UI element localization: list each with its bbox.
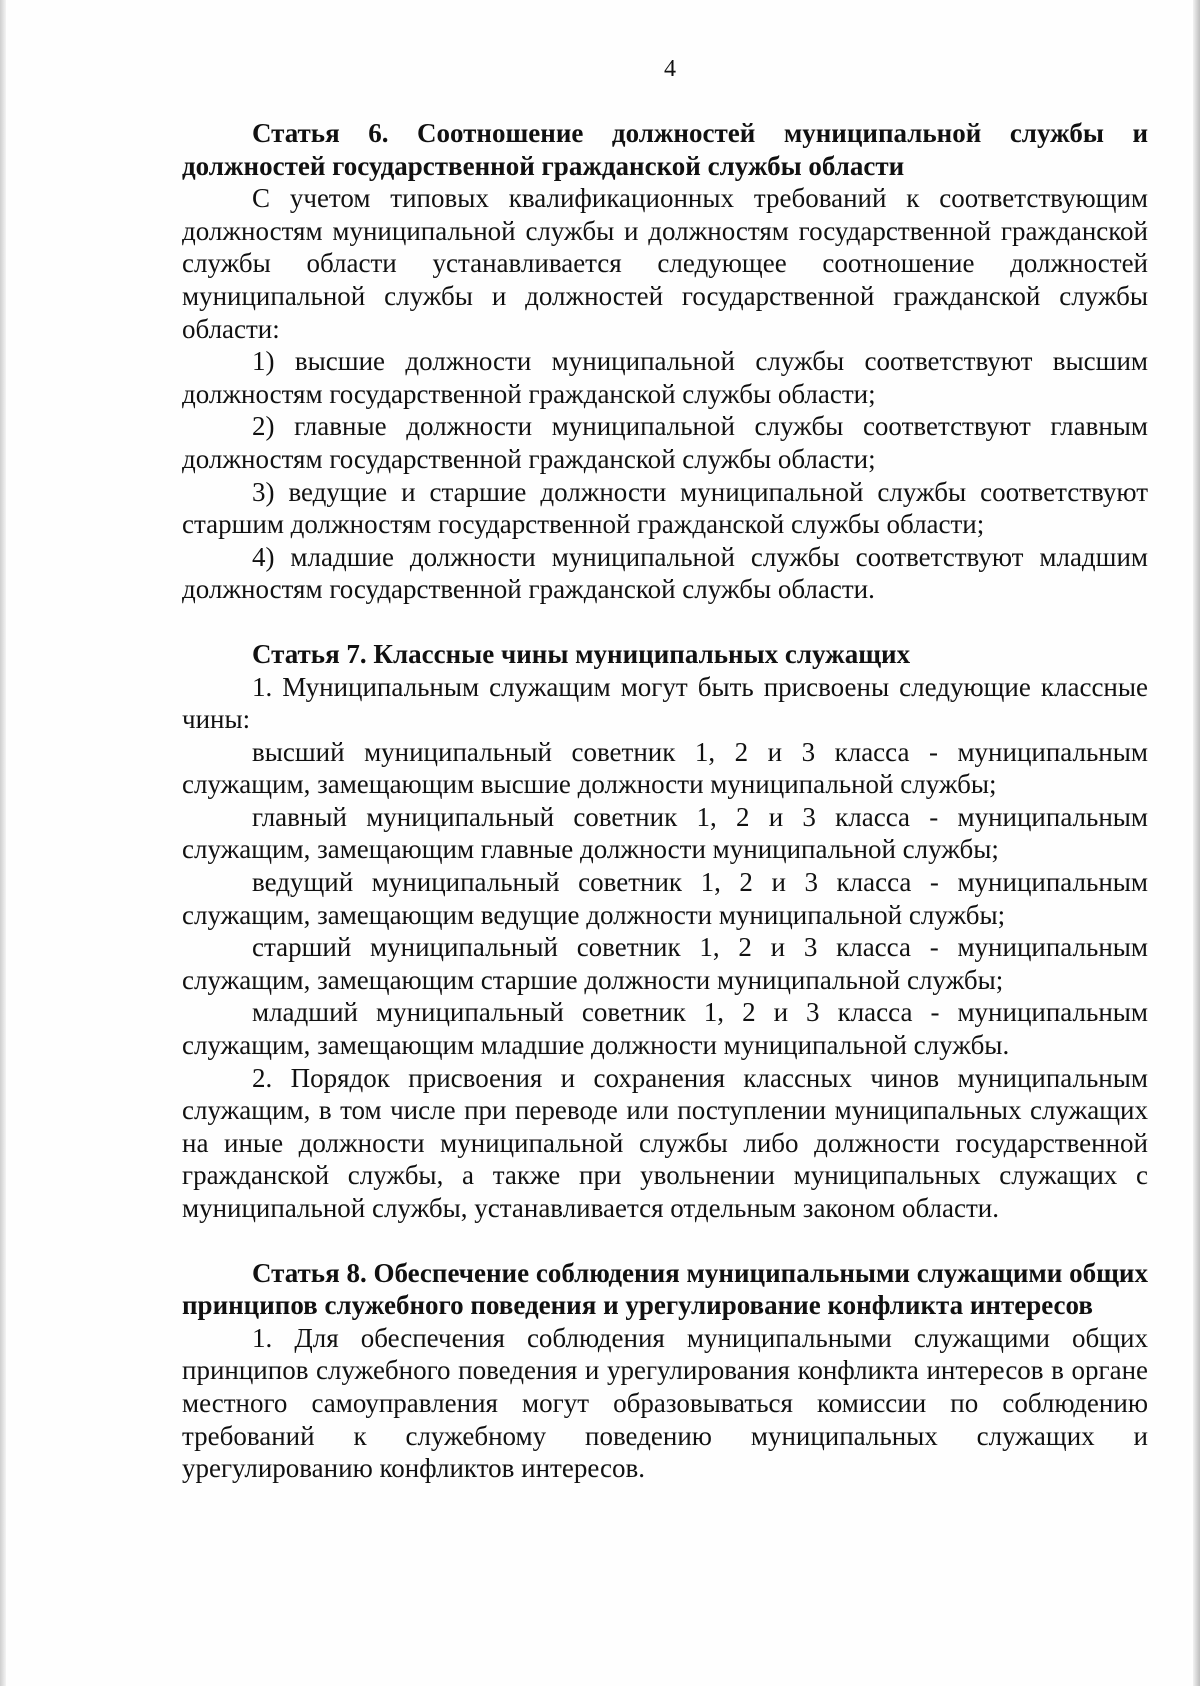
document-body [182,117,1148,1485]
article-7 [182,638,1148,1225]
page-number: 4 [664,56,676,82]
article-8 [182,1257,1148,1485]
article-7-rank: главный муниципальный советник 1, 2 и 3 класса - муниципальным служащим, замещающим главные должности муниципальной службы; [182,801,1148,865]
scan-edge-left [0,0,6,1686]
section-spacer [182,606,1148,638]
article-7-part-1: 1. Муниципальным служащим могут быть присвоены следующие классные чины: [182,671,1148,735]
article-8-part-1: 1. Для обеспечения соблюдения муниципальными служащими общих принципов служебного поведения и урегулирования конфликта интересов в органе местного самоуправления могут образовываться комиссии по соблюдению требований к служебному поведению муниципальных служащих и урегулированию конфликтов интересов. [182,1322,1148,1484]
article-6-item: 3) ведущие и старшие должности муниципальной службы соответствуют старшим должностям государственной гражданской службы области; [182,476,1148,540]
article-6-item: 1) высшие должности муниципальной службы соответствуют высшим должностям государственной гражданской службы области; [182,346,1148,409]
article-7-rank: старший муниципальный советник 1, 2 и 3 класса - муниципальным служащим, замещающим старшие должности муниципальной службы; [182,932,1148,995]
article-7-rank: высший муниципальный советник 1, 2 и 3 класса - муниципальным служащим, замещающим высшие должности муниципальной службы; [182,736,1148,800]
article-6-item: 2) главные должности муниципальной службы соответствуют главным должностям государственной гражданской службы области; [182,411,1148,474]
article-6-item: 4) младшие должности муниципальной службы соответствуют младшим должностям государственной гражданской службы области. [182,541,1148,605]
article-6 [182,117,1148,606]
article-7-rank: ведущий муниципальный советник 1, 2 и 3 класса - муниципальным служащим, замещающим ведущие должности муниципальной службы; [182,867,1148,930]
article-7-rank: младший муниципальный советник 1, 2 и 3 класса - муниципальным служащим, замещающим младшие должности муниципальной службы. [182,997,1148,1061]
article-7-heading: Статья 7. Классные чины муниципальных служащих [252,638,911,669]
article-6-intro: С учетом типовых квалификационных требований к соответствующим должностям муниципальной службы и должностям государственной гражданской службы области устанавливается следующее соотношение должностей муниципальной службы и должностей государственной гражданской службы области: [182,183,1148,344]
section-spacer [182,1225,1148,1257]
article-7-part-2: 2. Порядок присвоения и сохранения классных чинов муниципальным служащим, в том числе при переводе или поступлении муниципальных служащих на иные должности муниципальной службы либо должности государственной гражданской службы, а также при увольнении муниципальных служащих с муниципальной службы, устанавливается отдельным законом области. [182,1062,1148,1223]
scan-edge-right [1193,0,1200,1686]
article-8-heading: Статья 8. Обеспечение соблюдения муниципальными служащими общих принципов служебного поведения и урегулирование конфликта интересов [182,1257,1148,1321]
article-6-heading: Статья 6. Соотношение должностей муниципальной службы и должностей государственной гражданской службы области [182,118,1148,181]
